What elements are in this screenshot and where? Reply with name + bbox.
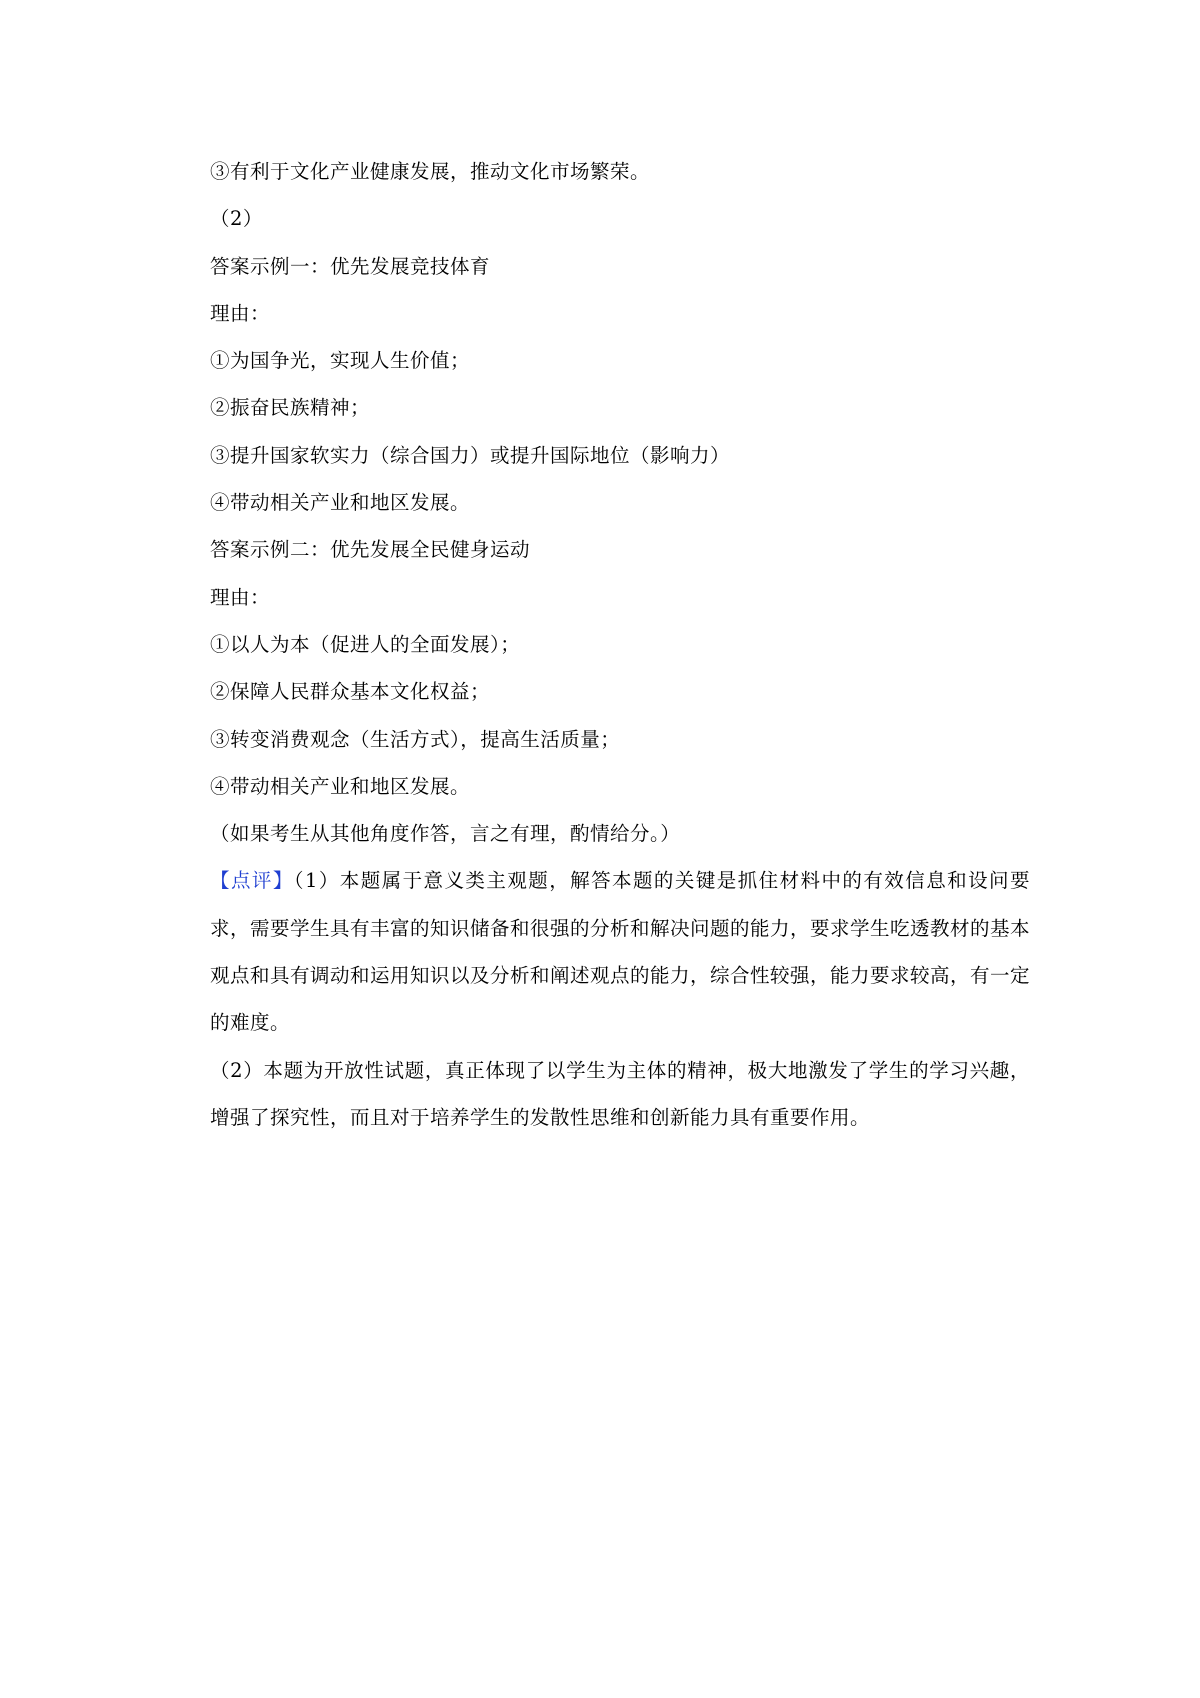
- reason-item: ③提升国家软实力（综合国力）或提升国际地位（影响力）: [210, 443, 731, 467]
- answer-example-one-heading: 答案示例一：优先发展竞技体育: [210, 254, 491, 278]
- reason-item: ③转变消费观念（生活方式），提高生活质量；: [210, 727, 621, 751]
- reason-item: ①以人为本（促进人的全面发展）；: [210, 632, 521, 656]
- grading-note: （如果考生从其他角度作答，言之有理，酌情给分。）: [210, 822, 681, 846]
- reason-item: ①为国争光，实现人生价值；: [210, 349, 471, 373]
- reason-label: 理由：: [210, 301, 271, 325]
- comment-tag: 【点评】: [210, 869, 294, 893]
- answer-line: ③有利于文化产业健康发展，推动文化市场繁荣。: [210, 160, 651, 183]
- reason-item: ②振奋民族精神；: [210, 396, 371, 420]
- reason-item: ②保障人民群众基本文化权益；: [210, 680, 491, 704]
- comment-part-two: （2）本题为开放性试题，真正体现了以学生为主体的精神，极大地激发了学生的学习兴趣，增强了探究性，而且对于培养学生的发散性思维和创新能力具有重要作用。: [210, 1058, 1030, 1129]
- reason-label: 理由：: [210, 585, 271, 609]
- comment-part-one: [210, 857, 1030, 1046]
- document-body: [210, 148, 1030, 1141]
- answer-example-two-heading: 答案示例二：优先发展全民健身运动: [210, 538, 531, 562]
- reason-item: ④带动相关产业和地区发展。: [210, 774, 471, 798]
- section-number: （2）: [210, 207, 263, 231]
- comment-part-one-text: （1）本题属于意义类主观题，解答本题的关键是抓住材料中的有效信息和设问要求，需要学生具有丰富的知识储备和很强的分析和解决问题的能力，要求学生吃透教材的基本观点和具有调动和运用知识以及分析和阐述观点的能力，综合性较强，能力要求较高，有一定的难度。: [210, 869, 1031, 1035]
- reason-item: ④带动相关产业和地区发展。: [210, 491, 471, 515]
